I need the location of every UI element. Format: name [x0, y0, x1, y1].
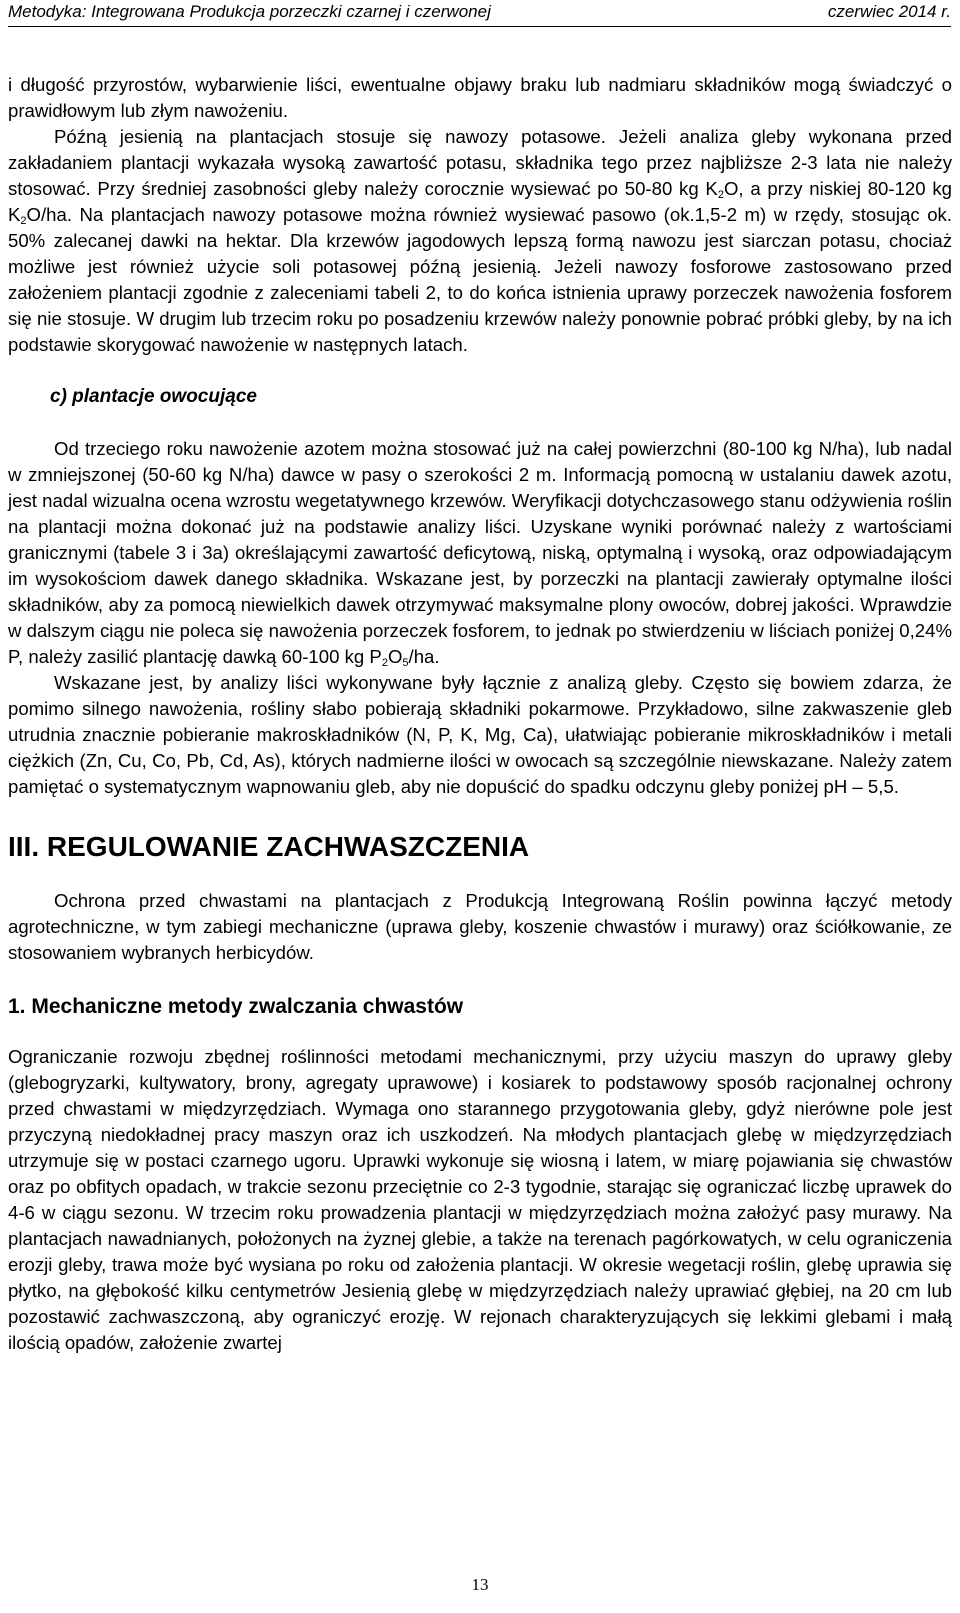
- page-number: 13: [471, 1575, 489, 1594]
- subsection-heading-mechanical: 1. Mechaniczne metody zwalczania chwastów: [8, 995, 464, 1018]
- header-title: Metodyka: Integrowana Produkcja porzeczki czarnej i czerwonej: [8, 2, 491, 21]
- paragraph-mechanical-methods: Ograniczanie rozwoju zbędnej roślinności metodami mechanicznymi, przy użyciu maszyn do uprawy gleby (glebogryzarki, kultywatory, brony, agregaty uprawowe) i kosiarek to podstawowy sposób racjonalnej ochrony przed chwastami w międzyrzędziach. Wymaga ono starannego przygotowania gleby, gdyż nierówne pole jest przyczyną niedokładnej pracy maszyn oraz ich uszkodzeń. Na młodych plantacjach glebę w międzyrzędziach utrzymuje się w postaci czarnego ugoru. Uprawki wykonuje się wiosną i latem, w miarę pojawiania się chwastów oraz po obfitych opadach, w trakcie sezonu przeciętnie co 2-3 tygodnie, starając się ograniczać liczbę uprawek do 4-6 w ciągu sezonu. W trzecim roku prowadzenia plantacji w międzyrzędziach można założyć pasy murawy. Na plantacjach nawadnianych, położonych na żyznej glebie, a także na terenach pagórkowatych, w celu ograniczenia erozji gleby, trawa może być wysiana po roku od założenia plantacji. W okresie wegetacji roślin, glebę uprawia się płytko, na głębokość kilku centymetrów Jesienią glebę w międzyrzędziach należy uprawiać głębiej, na 20 cm lub pozostawić zachwaszczoną, aby ograniczyć erozję. W rejonach charakteryzujących się lekkimi glebami i małą ilością opadów, założenie zwartej: [8, 1046, 952, 1353]
- paragraph-weed-control: Ochrona przed chwastami na plantacjach z Produkcją Integrowaną Roślin powinna łączyć metody agrotechniczne, w tym zabiegi mechaniczne (uprawa gleby, koszenie chwastów i murawy) oraz ściółkowanie, ze stosowaniem wybranych herbicydów.: [8, 890, 952, 963]
- paragraph-nitrogen: Od trzeciego roku nawożenie azotem można stosować już na całej powierzchni (80-100 kg N/ha), lub nadal w zmniejszonej (50-60 kg N/ha) dawce w pasy o szerokości 2 m. Informacją pomocną w ustalaniu dawek azotu, jest nadal wizualna ocena wzrostu wegetatywnego krzewów. Weryfikacji dotychczasowego stanu odżywienia roślin na plantacji można dokonać już na podstawie analizy liści. Uzyskane wyniki porównać należy z wartościami granicznymi (tabele 3 i 3a) określającymi zawartość deficytową, niską, optymalną i wysoką, oraz odpowiadającym im wysokościom dawek danego składnika. Wskazane jest, by porzeczki na plantacji zawierały optymalne ilości składników, aby za pomocą niewielkich dawek otrzymywać maksymalne plony owoców, dobrej jakości. Wprawdzie w dalszym ciągu nie poleca się nawożenia porzeczek fosforem, to jednak po stwierdzeniu w liściach poniżej 0,24% P, należy zasilić plantację dawką 60-100 kg $P_2O_5/ha$.: [8, 438, 952, 669]
- paragraph-intro: i długość przyrostów, wybarwienie liści, ewentualne objawy braku lub nadmiaru składników mogą świadczyć o prawidłowym lub złym nawożeniu.: [8, 74, 952, 121]
- chapter-heading-weeds: III. REGULOWANIE ZACHWASZCZENIA: [8, 831, 530, 862]
- document-body: [8, 72, 952, 1356]
- section-heading-fruiting: c) plantacje owocujące: [50, 386, 257, 407]
- header-date: czerwiec 2014 r.: [827, 2, 951, 21]
- page-header: [8, 0, 951, 27]
- paragraph-potassium: Późną jesienią na plantacjach stosuje się nawozy potasowe. Jeżeli analiza gleby wykonana przed zakładaniem plantacji wykazała wysoką zawartość potasu, składnika tego przez najbliższe 2-3 lata nie należy stosować. Przy średniej zasobności gleby należy corocznie wysiewać po 50-80 kg $K_2O$, a przy niskiej 80-120 kg $K_2O/ha$. Na plantacjach nawozy potasowe można również wysiewać pasowo (ok.1,5-2 m) w rzędy, stosując ok. 50% zalecanej dawki na hektar. Dla krzewów jagodowych lepszą formą nawozu jest siarczan potasu, chociaż możliwe jest również użycie soli potasowej późną jesienią. Jeżeli nawozy fosforowe zastosowano przed założeniem plantacji zgodnie z zaleceniami tabeli 2, to do końca istnienia uprawy porzeczek nawożenia fosforem się nie stosuje. W drugim lub trzecim roku po posadzeniu krzewów należy ponownie pobrać próbki gleby, by na ich podstawie skorygować nawożenie w następnych latach.: [8, 126, 952, 355]
- paragraph-leaf-analysis: Wskazane jest, by analizy liści wykonywane były łącznie z analizą gleby. Często się bowiem zdarza, że pomimo silnego nawożenia, rośliny słabo pobierają składniki pokarmowe. Przykładowo, silne zakwaszenie gleb utrudnia znacznie pobieranie makroskładników (N, P, K, Mg, Ca), ułatwiając pobieranie mikroskładników i metali ciężkich (Zn, Cu, Co, Pb, Cd, As), których nadmierne ilości w owocach są szczególnie niewskazane. Należy zatem pamiętać o systematycznym wapnowaniu gleb, aby nie dopuścić do spadku odczynu gleby poniżej pH – 5,5.: [8, 672, 952, 797]
